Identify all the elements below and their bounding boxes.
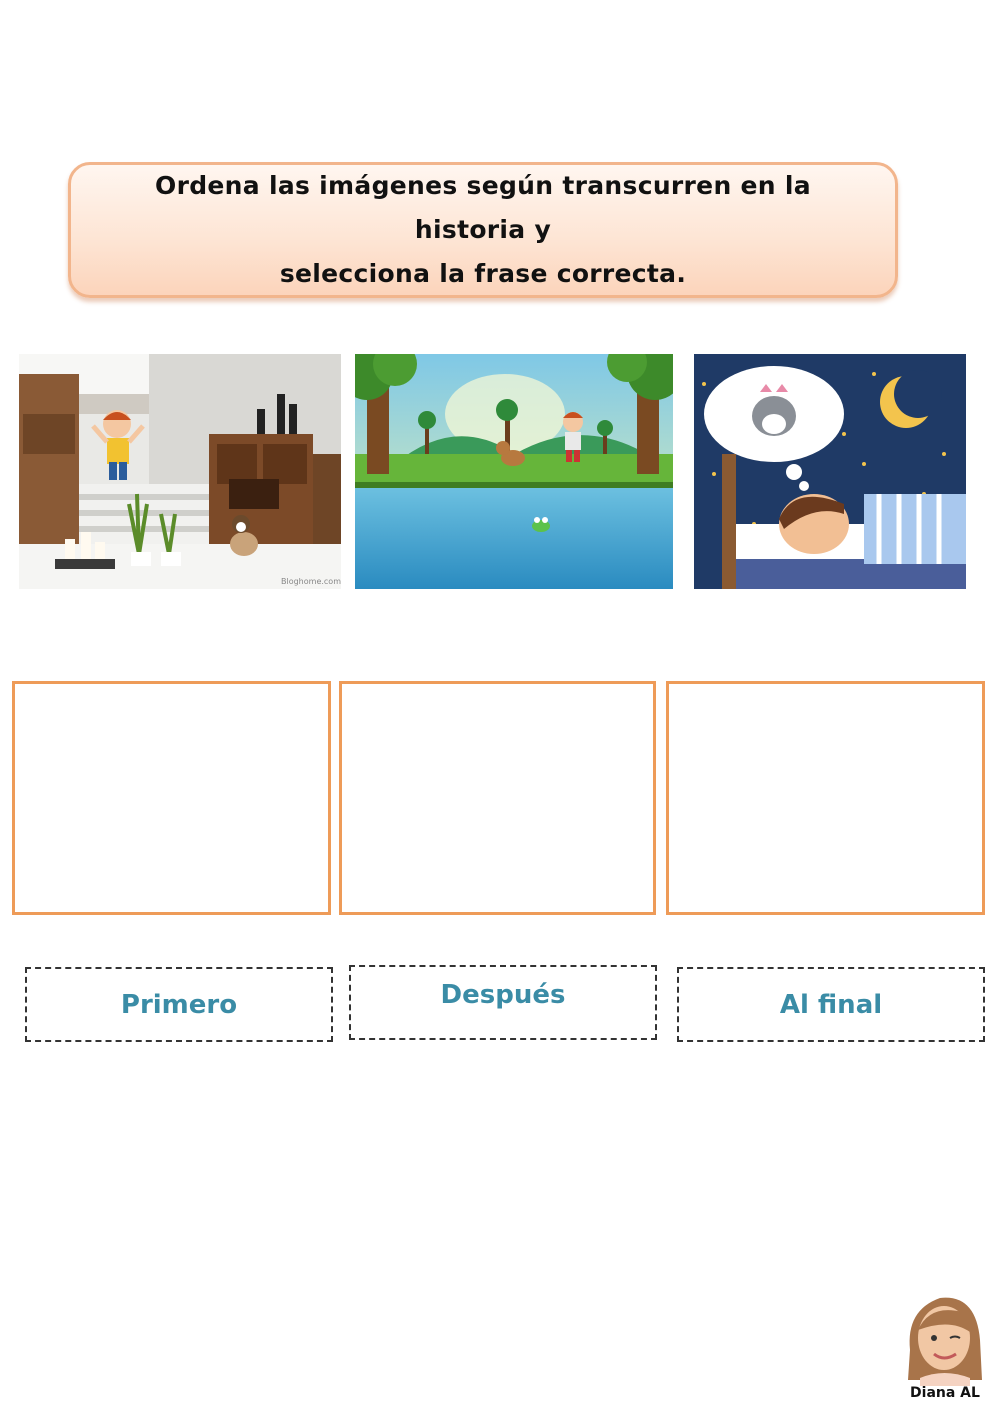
label-despues[interactable]: [349, 965, 657, 1040]
drop-zone-3[interactable]: [666, 681, 985, 915]
lake-illustration: [355, 354, 673, 589]
drop-zone-1[interactable]: [12, 681, 331, 915]
story-image-living-room[interactable]: [19, 354, 341, 589]
author-name: Diana AL: [910, 1385, 980, 1401]
label-al-final-text: Al final: [779, 989, 883, 1020]
story-image-lake[interactable]: [355, 354, 673, 589]
living-room-illustration: [19, 354, 341, 589]
instruction-text: [111, 164, 855, 296]
label-primero[interactable]: [25, 967, 333, 1042]
instruction-line-2: selecciona la frase correcta.: [279, 259, 687, 288]
instruction-line-1: Ordena las imágenes según transcurren en la historia y: [155, 171, 811, 244]
label-al-final[interactable]: [677, 967, 985, 1042]
author-signature: [900, 1290, 990, 1405]
instruction-box: [68, 162, 898, 298]
drop-zone-2[interactable]: [339, 681, 656, 915]
label-despues-text: Después: [440, 979, 566, 1010]
story-image-night[interactable]: [694, 354, 966, 589]
author-avatar: [900, 1290, 990, 1386]
night-illustration: [694, 354, 966, 589]
label-primero-text: Primero: [120, 989, 238, 1020]
watermark-text: Bloghome.com: [281, 577, 341, 586]
